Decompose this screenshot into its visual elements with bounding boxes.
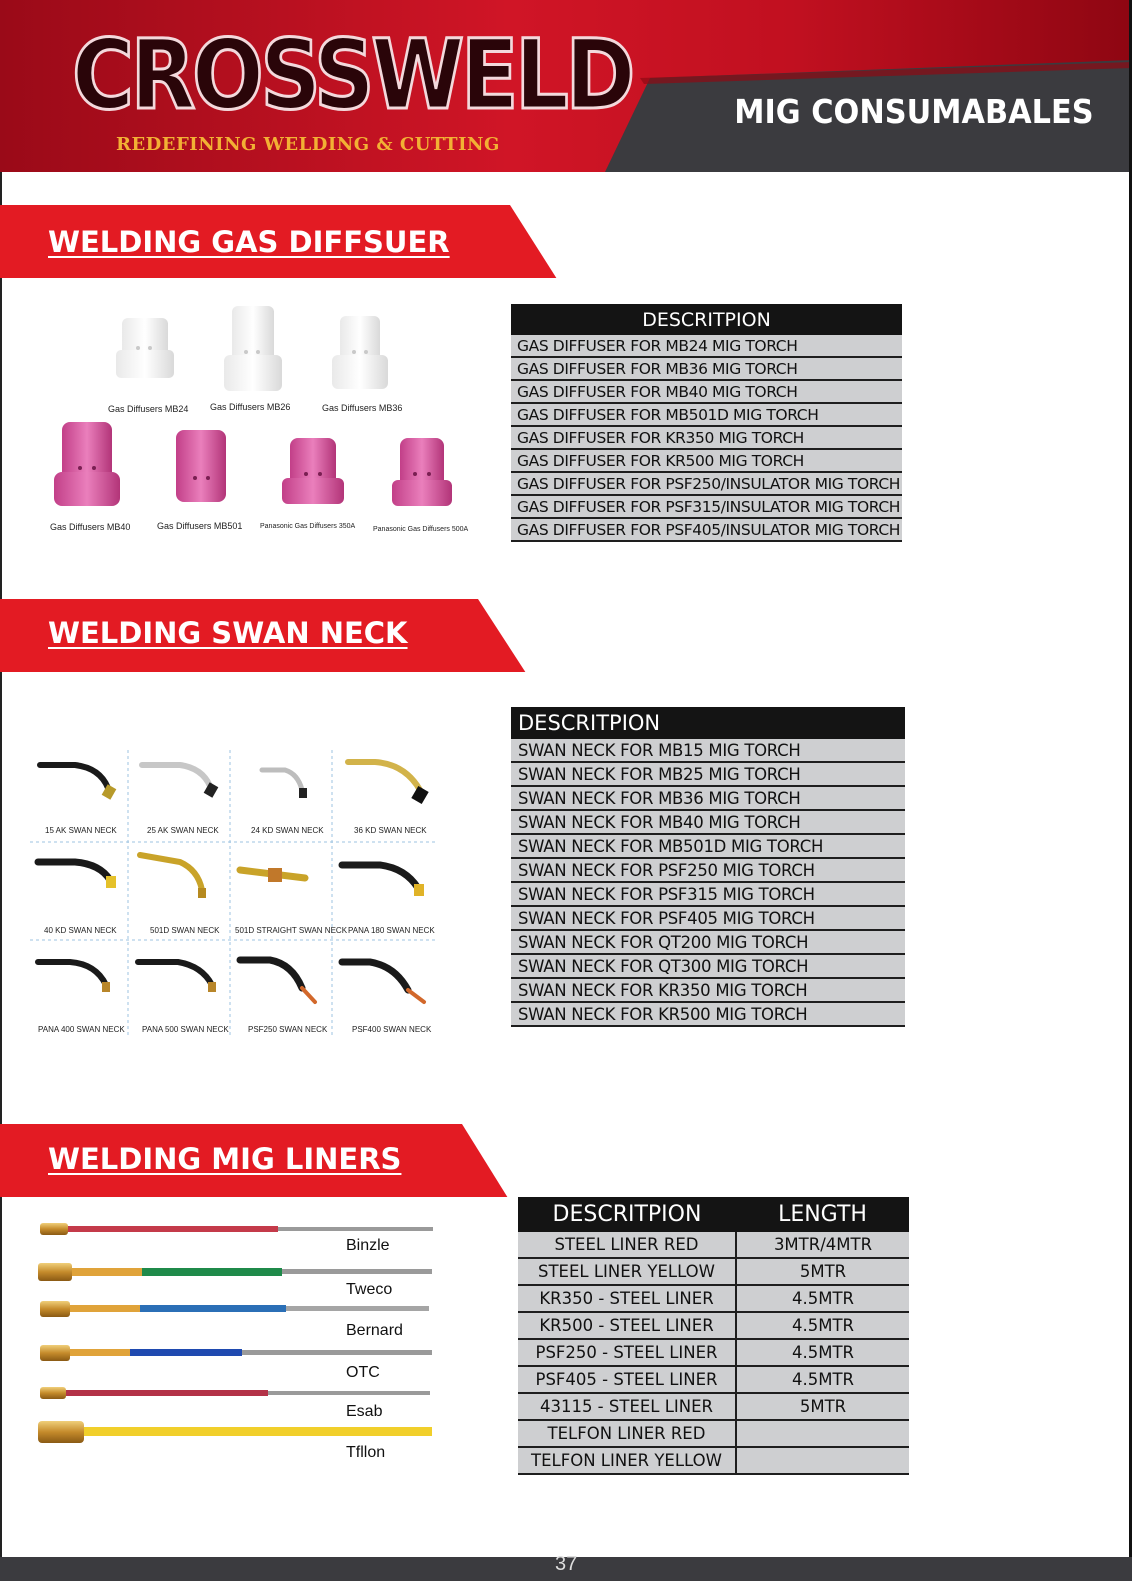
caption-mb26: Gas Diffusers MB26 [210,402,291,412]
table-row [511,403,902,426]
swan-neck-table [511,707,905,1027]
table-cell: SWAN NECK FOR KR500 MIG TORCH [511,1002,905,1026]
table-cell: KR350 - STEEL LINER [518,1285,736,1312]
caption-501d-straight: 501D STRAIGHT SWAN NECK [235,926,348,935]
caption-mb36: Gas Diffusers MB36 [322,403,403,413]
table-cell: 4.5MTR [736,1285,909,1312]
caption-36kd: 36 KD SWAN NECK [354,826,427,835]
diffuser-500a-icon [392,438,452,506]
table-row [511,739,905,762]
diffuser-mb40-icon [54,422,120,506]
caption-pana400: PANA 400 SWAN NECK [38,1025,125,1034]
caption-25ak: 25 AK SWAN NECK [147,826,219,835]
table-cell: SWAN NECK FOR QT200 MIG TORCH [511,930,905,954]
table-cell: SWAN NECK FOR PSF405 MIG TORCH [511,906,905,930]
table-cell: 5MTR [736,1258,909,1285]
section-banner-diffuser-label [0,205,560,278]
caption-bernard: Bernard [346,1322,403,1339]
table-row [518,1447,909,1474]
liner-teflon-icon [38,1421,432,1443]
table-cell: STEEL LINER RED [518,1232,736,1258]
liner-otc-icon [40,1345,432,1361]
table-cell: GAS DIFFUSER FOR KR500 MIG TORCH [511,449,902,472]
table-row [511,978,905,1002]
table-cell: SWAN NECK FOR PSF315 MIG TORCH [511,882,905,906]
page-header [0,0,1132,172]
table-row [511,834,905,858]
diffuser-table-header: DESCRITPION [511,304,902,335]
table-cell: GAS DIFFUSER FOR PSF250/INSULATOR MIG TORCH [511,472,902,495]
logo-tagline: REDEFINING WELDING & CUTTING [116,134,500,155]
caption-501d: 501D SWAN NECK [150,926,220,935]
page-title: MIG CONSUMABALES [734,92,1094,131]
caption-mb24: Gas Diffusers MB24 [108,404,189,414]
table-cell: GAS DIFFUSER FOR MB40 MIG TORCH [511,380,902,403]
table-cell: STEEL LINER YELLOW [518,1258,736,1285]
table-cell: SWAN NECK FOR MB501D MIG TORCH [511,834,905,858]
liner-esab-icon [40,1387,430,1399]
table-cell: GAS DIFFUSER FOR MB36 MIG TORCH [511,357,902,380]
liners-header-length: LENGTH [736,1197,909,1232]
table-row [511,762,905,786]
table-cell: GAS DIFFUSER FOR PSF315/INSULATOR MIG TORCH [511,495,902,518]
table-row [511,426,902,449]
caption-psf400: PSF400 SWAN NECK [352,1025,432,1034]
caption-esab: Esab [346,1403,383,1420]
table-cell: SWAN NECK FOR MB36 MIG TORCH [511,786,905,810]
table-row [511,786,905,810]
swan-table-header: DESCRITPION [511,707,905,739]
caption-psf250: PSF250 SWAN NECK [248,1025,328,1034]
liners-header-description: DESCRITPION [518,1197,736,1232]
section-banner-swan-label [0,599,530,672]
swan-neck-image [30,750,440,1040]
table-cell: GAS DIFFUSER FOR KR350 MIG TORCH [511,426,902,449]
diffuser-mb26-icon [224,306,282,391]
caption-mb501: Gas Diffusers MB501 [157,521,243,531]
table-row [511,449,902,472]
table-row [511,380,902,403]
table-row [511,518,902,541]
caption-teflon: Tfllon [346,1444,386,1461]
caption-24kd: 24 KD SWAN NECK [251,826,324,835]
table-row [518,1232,909,1258]
table-row [511,954,905,978]
liner-binzle-icon [40,1223,433,1235]
table-row [511,858,905,882]
table-cell [736,1420,909,1447]
diffuser-350a-icon [282,438,344,504]
table-cell: 4.5MTR [736,1366,909,1393]
diffuser-table [511,304,902,542]
liner-bernard-icon [40,1301,429,1317]
left-border [0,172,2,1557]
caption-pana180: PANA 180 SWAN NECK [348,926,435,935]
caption-otc: OTC [346,1364,380,1381]
table-cell: GAS DIFFUSER FOR PSF405/INSULATOR MIG TORCH [511,518,902,541]
table-row [511,882,905,906]
caption-40kd: 40 KD SWAN NECK [44,926,117,935]
table-cell: TELFON LINER YELLOW [518,1447,736,1474]
liner-tweco-icon [38,1263,432,1281]
table-row [511,495,902,518]
table-cell [736,1447,909,1474]
section-title-diffuser: WELDING GAS DIFFSUER [48,225,450,259]
table-row [518,1312,909,1339]
table-cell: SWAN NECK FOR QT300 MIG TORCH [511,954,905,978]
table-row [511,472,902,495]
caption-mb40: Gas Diffusers MB40 [50,522,131,532]
caption-350a: Panasonic Gas Diffusers 350A [260,523,356,530]
table-cell: SWAN NECK FOR MB25 MIG TORCH [511,762,905,786]
diffuser-mb24-icon [116,318,174,378]
table-row [518,1339,909,1366]
table-row [511,906,905,930]
table-row [518,1420,909,1447]
table-row [518,1258,909,1285]
gas-diffuser-image [40,300,490,545]
section-title-swan: WELDING SWAN NECK [48,616,408,650]
table-cell: 43115 - STEEL LINER [518,1393,736,1420]
table-cell: SWAN NECK FOR MB15 MIG TORCH [511,739,905,762]
table-cell: TELFON LINER RED [518,1420,736,1447]
table-row [518,1393,909,1420]
caption-pana500: PANA 500 SWAN NECK [142,1025,229,1034]
table-cell: SWAN NECK FOR MB40 MIG TORCH [511,810,905,834]
table-cell: KR500 - STEEL LINER [518,1312,736,1339]
table-cell: SWAN NECK FOR PSF250 MIG TORCH [511,858,905,882]
table-cell: 4.5MTR [736,1339,909,1366]
caption-tweco: Tweco [346,1281,393,1298]
section-title-liners: WELDING MIG LINERS [48,1142,402,1176]
table-row [511,810,905,834]
table-row [511,357,902,380]
table-cell: PSF250 - STEEL LINER [518,1339,736,1366]
caption-binzle: Binzle [346,1237,390,1254]
caption-15ak: 15 AK SWAN NECK [45,826,117,835]
table-cell: 5MTR [736,1393,909,1420]
table-cell: GAS DIFFUSER FOR MB501D MIG TORCH [511,403,902,426]
caption-500a: Panasonic Gas Diffusers 500A [373,526,469,533]
table-row [518,1285,909,1312]
table-row [518,1366,909,1393]
diffuser-mb36-icon [332,316,388,389]
section-banner-liners-label [0,1124,510,1197]
table-cell: PSF405 - STEEL LINER [518,1366,736,1393]
liners-table [518,1197,909,1475]
table-cell: 3MTR/4MTR [736,1232,909,1258]
table-cell: 4.5MTR [736,1312,909,1339]
page-number: 37 [555,1553,578,1575]
diffuser-mb501-icon [176,430,226,502]
table-cell: SWAN NECK FOR KR350 MIG TORCH [511,978,905,1002]
logo-wordmark: CROSSWELD [72,19,632,131]
table-row [511,1002,905,1026]
table-row [511,930,905,954]
table-row [511,335,902,357]
table-cell: GAS DIFFUSER FOR MB24 MIG TORCH [511,335,902,357]
